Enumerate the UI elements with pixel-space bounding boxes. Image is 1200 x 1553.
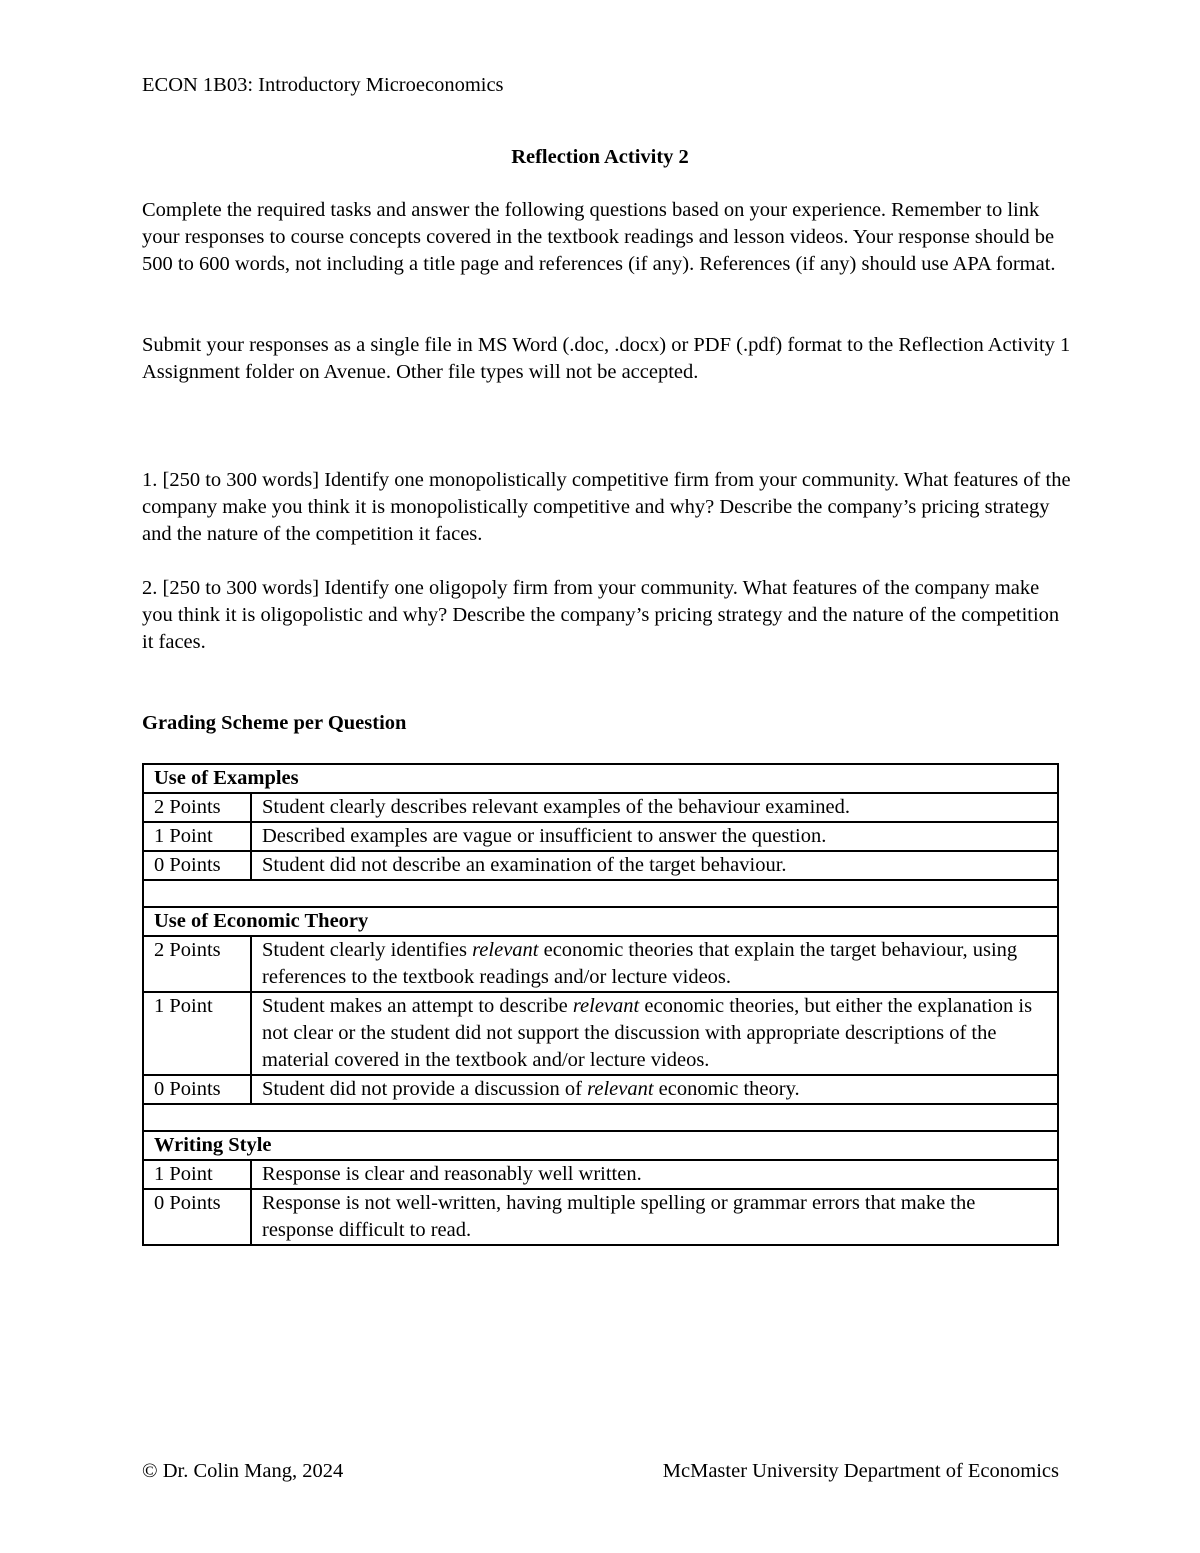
question-1: 1. [250 to 300 words] Identify one monopolistically competitive firm from your community. What features of the company make you think it is monopolistically competitive and why? Describe the company’s pricing strategy and the nature of the competition it faces. [142, 469, 1071, 545]
description-cell: Student clearly describes relevant examples of the behaviour examined. [251, 793, 1058, 822]
description-cell [251, 992, 1058, 1075]
points-cell: 1 Point [143, 1160, 251, 1189]
section-title: Writing Style [143, 1131, 1058, 1160]
table-row [143, 851, 1058, 880]
points-cell: 2 Points [143, 936, 251, 992]
description-cell: Student did not describe an examination of the target behaviour. [251, 851, 1058, 880]
points-cell: 0 Points [143, 1189, 251, 1245]
emphasis-text: relevant [572, 995, 640, 1017]
description-cell: Described examples are vague or insufficient to answer the question. [251, 822, 1058, 851]
spacer-cell [143, 1104, 1058, 1131]
page-title: Reflection Activity 2 [511, 146, 689, 168]
points-cell: 2 Points [143, 793, 251, 822]
description-cell: Response is clear and reasonably well written. [251, 1160, 1058, 1189]
table-row [143, 822, 1058, 851]
table-row [143, 1075, 1058, 1104]
description-cell: Response is not well-written, having multiple spelling or grammar errors that make the response difficult to read. [251, 1189, 1058, 1245]
points-cell: 1 Point [143, 992, 251, 1075]
instructions-paragraph: Complete the required tasks and answer the following questions based on your experience. Remember to link your responses to course concepts covered in the textbook readings and lesson videos. Your response should be 500 to 600 words, not including a title page and references (if any). References (if any) should use APA format. [142, 199, 1056, 275]
course-header: ECON 1B03: Introductory Microeconomics [142, 74, 504, 96]
submission-paragraph: Submit your responses as a single file in MS Word (.doc, .docx) or PDF (.pdf) format to the Reflection Activity 1 Assignment folder on Avenue. Other file types will not be accepted. [142, 334, 1071, 383]
footer-department: McMaster University Department of Economics [662, 1460, 1059, 1482]
spacer-cell [143, 880, 1058, 907]
table-row [143, 936, 1058, 992]
section-row-theory [143, 907, 1058, 936]
emphasis-text: relevant [472, 939, 539, 961]
footer-copyright: © Dr. Colin Mang, 2024 [142, 1460, 344, 1482]
emphasis-text: relevant [587, 1078, 654, 1100]
table-row [143, 793, 1058, 822]
spacer-row [143, 880, 1058, 907]
section-title: Use of Examples [143, 764, 1058, 793]
points-cell: 0 Points [143, 851, 251, 880]
table-row [143, 992, 1058, 1075]
question-2: 2. [250 to 300 words] Identify one oligopoly firm from your community. What features of the company make you think it is oligopolistic and why? Describe the company’s pricing strategy and the nature of the competition it faces. [142, 577, 1060, 653]
description-cell [251, 936, 1058, 992]
grading-heading: Grading Scheme per Question [142, 712, 407, 734]
spacer-row [143, 1104, 1058, 1131]
description-text: economic theories, but either the explanation is not clear or the student did not support the discussion with appropriate descriptions of the material covered in the textbook and/or lecture videos. [262, 995, 1033, 1071]
description-text: Student makes an attempt to describe [262, 995, 573, 1017]
section-title: Use of Economic Theory [143, 907, 1058, 936]
description-text: economic theories that explain the target behaviour, using references to the textbook readings and/or lecture videos. [262, 939, 1018, 988]
description-cell [251, 1075, 1058, 1104]
description-text: economic theory. [653, 1078, 800, 1100]
description-text: Student did not provide a discussion of [262, 1078, 588, 1100]
points-cell: 1 Point [143, 822, 251, 851]
grading-table [142, 763, 1059, 1246]
table-row [143, 1160, 1058, 1189]
description-text: Student clearly identifies [262, 939, 473, 961]
points-cell: 0 Points [143, 1075, 251, 1104]
section-row-examples [143, 764, 1058, 793]
section-row-writing [143, 1131, 1058, 1160]
table-row [143, 1189, 1058, 1245]
